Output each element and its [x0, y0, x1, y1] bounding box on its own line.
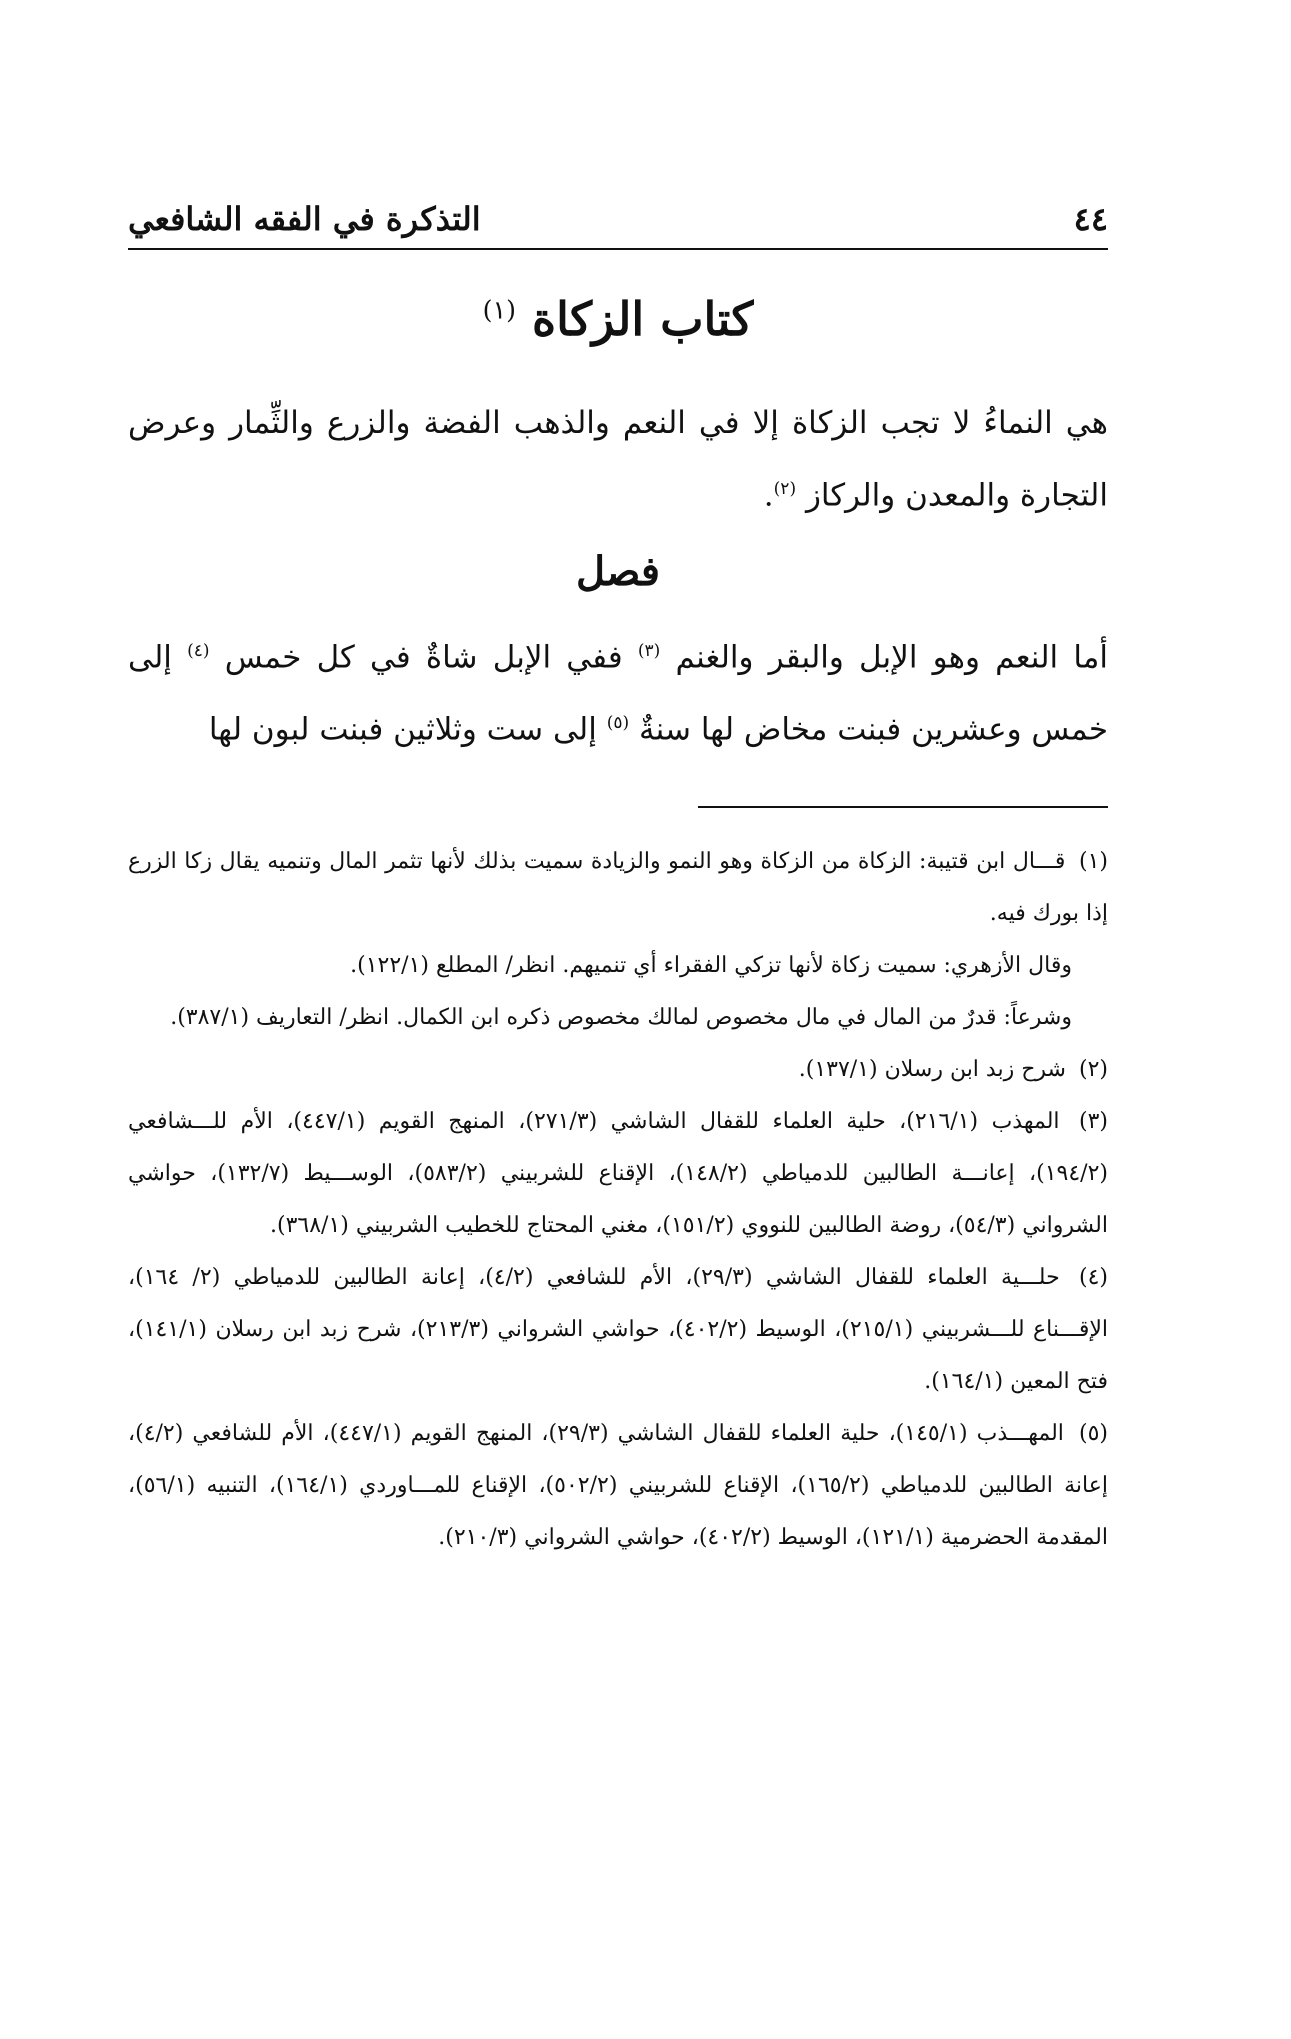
footnote-text: المهذب (٢١٦/١)، حلية العلماء للقفال الشاشي (٢٧١/٣)، المنهج القويم (٤٤٧/١)، الأم للـــشافعي (١٩٤/٢)، إعانـــة الطالبين للدمياطي (١٤٨/٢)، الإقناع للشربيني (٥٨٣/٢)، الوســـيط (١٣٢/٧)، حواشي الشرواني (٥٤/٣)، روضة الطالبين للنووي (١٥١/٢)، مغني المحتاج للخطيب الشربيني (٣٦٨/١). — [128, 1109, 1108, 1238]
paragraph-text: إلى خمس وعشرين فبنت مخاض لها سنةٌ — [128, 639, 1108, 748]
footnote-1 — [128, 836, 1108, 940]
footnote-text: وقال الأزهري: سميت زكاة لأنها تزكي الفقراء أي تنميهم. انظر/ المطلع (١٢٢/١). — [350, 953, 1072, 978]
intro-paragraph — [128, 390, 1108, 528]
footnote-text: شرح زبد ابن رسلان (١٣٧/١). — [798, 1057, 1066, 1082]
footnote-text: قـــال ابن قتيبة: الزكاة من الزكاة وهو النمو والزيادة سميت بذلك لأنها تثمر المال وتنميه يقال زكا الزرع إذا بورك فيه. — [128, 849, 1108, 926]
footnote-1-continuation — [128, 940, 1108, 992]
footnote-2 — [128, 1044, 1108, 1096]
chapter-title — [128, 292, 1108, 346]
footnote-number: (٣) — [1079, 1109, 1109, 1134]
footnote-divider — [698, 806, 1108, 808]
footnote-text: حلـــية العلماء للقفال الشاشي (٢٩/٣)، الأم للشافعي (٤/٢)، إعانة الطالبين للدمياطي (٢/ ١٦٤)، الإقـــناع للـــشربيني (٢١٥/١)، الوسيط (٤٠٢/٢)، حواشي الشرواني (٢١٣/٣)، شرح زبد ابن رسلان (١٤١/١)، فتح المعين (١٦٤/١). — [128, 1265, 1109, 1394]
footnote-number: (٥) — [1079, 1421, 1109, 1446]
paragraph-text: إلى ست وثلاثين فبنت لبون لها — [208, 711, 597, 748]
footnote-ref: (١) — [482, 295, 516, 325]
footnote-text: المهـــذب (١٤٥/١)، حلية العلماء للقفال الشاشي (٢٩/٣)، المنهج القويم (٤٤٧/١)، الأم للشافعي (٤/٢)، إعانة الطالبين للدمياطي (١٦٥/٢)، الإقناع للشربيني (٥٠٢/٢)، الإقناع للمـــاوردي (١٦٤/١)، التنبيه (٥٦/١)، المقدمة الحضرمية (١٢١/١)، الوسيط (٤٠٢/٢)، حواشي الشرواني (٢١٠/٣). — [128, 1421, 1108, 1550]
footnote-ref: (٣) — [637, 641, 661, 661]
section-heading: فصل — [575, 548, 661, 595]
paragraph-text: أما النعم وهو الإبل والبقر والغنم — [675, 639, 1109, 676]
footnote-ref: (٥) — [606, 713, 630, 734]
chapter-title-text: كتاب الزكاة — [532, 292, 754, 346]
footnote-1-continuation — [128, 992, 1108, 1044]
footnote-4 — [128, 1252, 1108, 1408]
intro-end: . — [763, 477, 774, 514]
footnote-number: (٤) — [1078, 1265, 1108, 1290]
footnote-number: (١) — [1078, 849, 1108, 874]
footnote-text: وشرعاً: قدرٌ من المال في مال مخصوص لمالك مخصوص ذكره ابن الكمال. انظر/ التعاريف (٣٨٧/١). — [170, 1005, 1072, 1030]
footnotes — [128, 836, 1108, 1564]
footnote-ref: (٤) — [187, 641, 210, 661]
footnote-ref: (٢) — [773, 479, 797, 499]
book-title: التذكرة في الفقه الشافعي — [128, 200, 481, 238]
paragraph-text: ففي الإبل شاةٌ في كل خمس — [224, 639, 623, 676]
intro-text: هي النماءُ لا تجب الزكاة إلا في النعم والذهب الفضة والزرع والثِّمار وعرض التجارة والمعدن والركاز — [128, 405, 1108, 514]
footnote-3 — [128, 1096, 1108, 1252]
page-number: ٤٤ — [1073, 200, 1108, 238]
footnote-5 — [128, 1408, 1108, 1564]
body-paragraph — [128, 618, 1108, 763]
footnote-number: (٢) — [1078, 1057, 1108, 1082]
running-header — [128, 200, 1108, 250]
